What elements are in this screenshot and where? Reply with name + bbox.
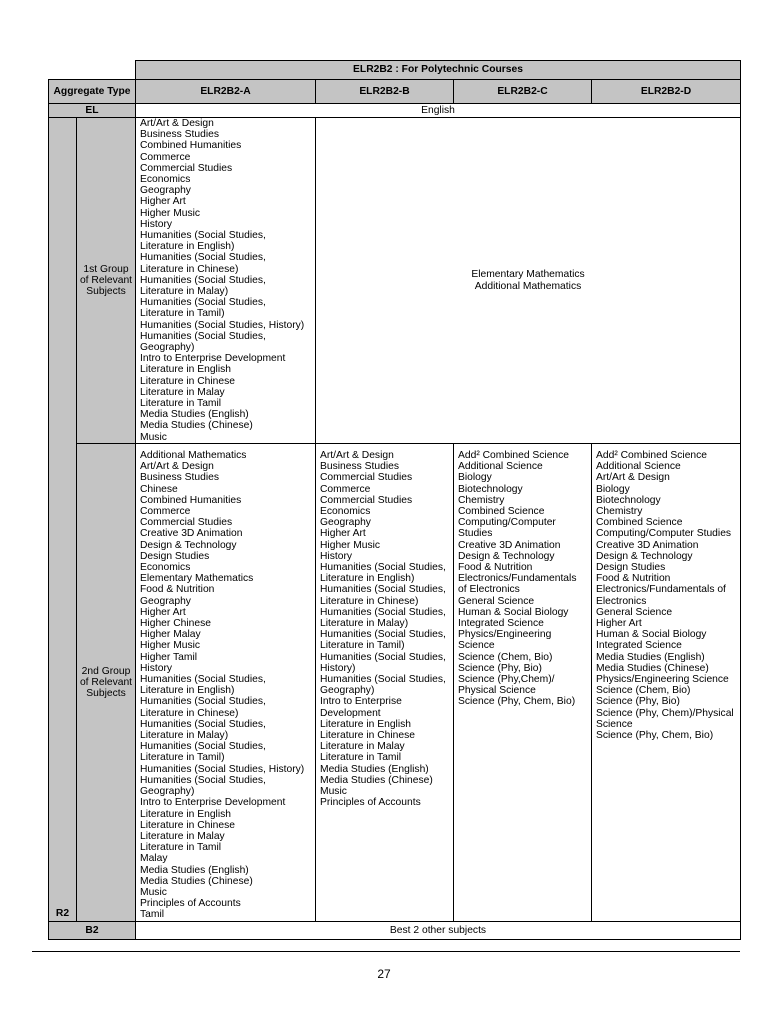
column-header-d: ELR2B2-D <box>592 80 741 104</box>
subject-item: Commercial Studies <box>140 162 233 174</box>
subject-item: Computing/Computer Studies <box>596 528 732 540</box>
subject-item: Biotechnology <box>596 494 661 506</box>
subject-item: Geography <box>140 595 191 607</box>
subject-item: History <box>140 218 173 230</box>
footer-rule <box>32 951 740 952</box>
subject-item: History <box>140 662 173 674</box>
subject-item: Geography <box>140 185 191 197</box>
subject-item: Integrated Science <box>458 618 544 630</box>
subject-item: Electronics/Fundamentals of Electronics <box>458 573 577 596</box>
subject-item: Media Studies (Chinese) <box>320 774 433 786</box>
subject-item: Creative 3D Animation <box>458 539 561 551</box>
subject-item: Literature in Chinese <box>140 819 236 831</box>
subject-item: Additional Mathematics <box>140 450 247 461</box>
subject-item: Art/Art & Design <box>320 450 394 461</box>
subject-item: Commercial Studies <box>320 494 413 506</box>
r2-group2-row <box>49 444 741 922</box>
group2-col-b-cell <box>316 444 454 922</box>
subject-item: Integrated Science <box>596 640 682 652</box>
group1-label: 1st Group of Relevant Subjects <box>77 118 136 444</box>
el-label: EL <box>49 104 136 118</box>
subject-item: Geography <box>320 517 371 529</box>
subject-item: Humanities (Social Studies, Geography) <box>140 774 266 798</box>
subject-item: Intro to Enterprise Development <box>320 696 402 719</box>
group2-col-b-list <box>320 450 449 809</box>
column-header-row <box>49 80 741 104</box>
subject-item: Media Studies (Chinese) <box>596 662 709 674</box>
table-title: ELR2B2 : For Polytechnic Courses <box>136 61 741 80</box>
subject-item: Humanities (Social Studies, Literature in Malay) <box>140 274 266 298</box>
subject-item: Higher Music <box>140 640 201 652</box>
subject-item: Business Studies <box>140 472 219 484</box>
subject-item: Combined Humanities <box>140 494 242 506</box>
b2-value: Best 2 other subjects <box>136 922 741 940</box>
subject-item: Literature in English <box>320 718 412 730</box>
subject-item: Higher Art <box>140 606 186 618</box>
subject-item: Combined Science <box>458 506 545 518</box>
subject-item: Food & Nutrition <box>458 562 533 574</box>
subject-item: Science (Phy,Chem)/ Physical Science <box>458 674 555 697</box>
subject-item: Commerce <box>140 506 191 518</box>
group2-col-c-cell <box>454 444 592 922</box>
subject-item: Add² Combined Science <box>458 450 570 461</box>
subject-item: Design & Technology <box>458 550 555 562</box>
subject-item: Art/Art & Design <box>140 461 214 473</box>
subject-item: Art/Art & Design <box>140 118 214 129</box>
group1-col-bcd-cell <box>316 118 741 444</box>
polytechnic-courses-table <box>48 60 741 940</box>
subject-item: Higher Art <box>320 528 366 540</box>
subject-item: Elementary Mathematics <box>471 269 585 281</box>
subject-item: Humanities (Social Studies, Literature in Chinese) <box>140 252 266 275</box>
subject-item: Science (Chem, Bio) <box>596 685 691 697</box>
empty-corner-cell <box>49 61 136 80</box>
subject-item: Music <box>320 786 347 798</box>
subject-item: Humanities (Social Studies, Literature in Tamil) <box>140 741 266 764</box>
subject-item: Music <box>140 431 167 443</box>
r2-group1-row <box>49 118 741 444</box>
subject-item: Economics <box>320 506 371 518</box>
b2-label: B2 <box>49 922 136 940</box>
subject-item: Commerce <box>320 483 371 495</box>
table-title-row <box>49 61 741 80</box>
subject-item: Combined Humanities <box>140 140 242 152</box>
subject-item: Design Studies <box>140 550 210 562</box>
subject-item: Humanities (Social Studies, History) <box>140 763 305 775</box>
subject-item: Computing/Computer Studies <box>458 517 556 540</box>
subject-item: Literature in Chinese <box>320 730 416 742</box>
subject-item: Principles of Accounts <box>320 797 421 809</box>
subject-item: Art/Art & Design <box>596 472 670 484</box>
subject-item: Literature in Malay <box>140 386 225 398</box>
subject-item: Science (Phy, Bio) <box>458 662 542 674</box>
group2-col-a-cell <box>136 444 316 922</box>
subject-item: Additional Mathematics <box>474 280 582 292</box>
subject-item: Economics <box>140 174 191 186</box>
subject-item: Food & Nutrition <box>596 573 671 585</box>
subject-item: Commercial Studies <box>320 472 413 484</box>
subject-item: Design & Technology <box>596 550 693 562</box>
subject-item: Higher Art <box>596 618 642 630</box>
subject-item: Human & Social Biology <box>596 629 707 641</box>
subject-item: Humanities (Social Studies, Literature in English) <box>140 230 266 253</box>
subject-item: Food & Nutrition <box>140 584 215 596</box>
subject-item: Combined Science <box>596 517 683 529</box>
r2-label: R2 <box>49 118 77 922</box>
subject-item: Commercial Studies <box>140 517 233 529</box>
aggregate-type-header: Aggregate Type <box>49 80 136 104</box>
subject-item: Human & Social Biology <box>458 606 569 618</box>
subject-item: Humanities (Social Studies, Geography) <box>140 330 266 354</box>
subject-item: General Science <box>458 595 535 607</box>
subject-item: Business Studies <box>320 461 399 473</box>
el-value: English <box>136 104 741 118</box>
subject-item: Biotechnology <box>458 483 523 495</box>
subject-item: Literature in English <box>140 364 232 376</box>
subject-item: Media Studies (English) <box>140 864 249 876</box>
column-header-b: ELR2B2-B <box>316 80 454 104</box>
subject-item: Science (Phy, Chem, Bio) <box>458 696 576 708</box>
subject-item: Higher Music <box>320 539 381 551</box>
group2-label: 2nd Group of Relevant Subjects <box>77 444 136 922</box>
subject-item: Media Studies (Chinese) <box>140 875 253 887</box>
subject-item: Literature in Chinese <box>140 375 236 387</box>
subject-item: Physics/Engineering Science <box>458 629 552 652</box>
group1-col-bcd-list <box>320 269 736 291</box>
subject-item: Media Studies (Chinese) <box>140 420 253 432</box>
subject-item: Literature in English <box>140 808 232 820</box>
subject-item: Literature in Tamil <box>320 752 402 764</box>
subject-item: Humanities (Social Studies, Literature in Tamil) <box>320 629 446 652</box>
group2-col-d-cell <box>592 444 741 922</box>
subject-item: Electronics/Fundamentals of Electronics <box>596 584 726 607</box>
subject-item: Creative 3D Animation <box>596 539 699 551</box>
subject-item: Additional Science <box>596 461 681 473</box>
subject-item: Add² Combined Science <box>596 450 708 461</box>
subject-item: Intro to Enterprise Development <box>140 353 286 365</box>
subject-item: Commerce <box>140 151 191 163</box>
subject-item: Humanities (Social Studies, Geography) <box>320 674 446 697</box>
subject-item: Business Studies <box>140 129 219 141</box>
subject-item: Humanities (Social Studies, Literature in Malay) <box>140 718 266 742</box>
subject-item: Creative 3D Animation <box>140 528 243 540</box>
subject-item: Design Studies <box>596 562 666 574</box>
subject-item: Media Studies (English) <box>596 651 705 663</box>
subject-item: Chinese <box>140 483 178 495</box>
b2-row <box>49 922 741 940</box>
subject-item: Humanities (Social Studies, Literature in English) <box>140 674 266 697</box>
subject-item: Higher Art <box>140 196 186 208</box>
subject-item: Tamil <box>140 909 165 921</box>
subject-item: Literature in Tamil <box>140 842 222 854</box>
subject-item: Science (Phy, Chem, Bio) <box>596 730 714 742</box>
subject-item: Humanities (Social Studies, History) <box>320 651 446 674</box>
subject-item: Higher Malay <box>140 629 201 641</box>
subject-item: Additional Science <box>458 461 543 473</box>
subject-item: Humanities (Social Studies, Literature in Chinese) <box>140 696 266 719</box>
subject-item: Higher Tamil <box>140 651 198 663</box>
subject-item: Science (Chem, Bio) <box>458 651 553 663</box>
column-header-c: ELR2B2-C <box>454 80 592 104</box>
subject-item: Biology <box>596 483 630 495</box>
subject-item: Intro to Enterprise Development <box>140 797 286 809</box>
subject-item: Literature in Malay <box>320 741 405 753</box>
subject-item: Literature in Malay <box>140 830 225 842</box>
subject-item: Economics <box>140 562 191 574</box>
subject-item: Physics/Engineering Science <box>596 674 729 686</box>
subject-item: Malay <box>140 853 168 865</box>
group2-col-c-list <box>458 450 587 708</box>
subject-item: Chemistry <box>458 494 505 506</box>
subject-item: Science (Phy, Bio) <box>596 696 680 708</box>
subject-item: Elementary Mathematics <box>140 573 254 585</box>
subject-item: Media Studies (English) <box>140 409 249 421</box>
subject-item: General Science <box>596 606 673 618</box>
column-header-a: ELR2B2-A <box>136 80 316 104</box>
subject-item: Literature in Tamil <box>140 398 222 410</box>
subject-item: Media Studies (English) <box>320 763 429 775</box>
subject-item: Humanities (Social Studies, Literature in Tamil) <box>140 297 266 320</box>
subject-item: Principles of Accounts <box>140 898 241 910</box>
subject-item: Humanities (Social Studies, Literature in Chinese) <box>320 584 446 607</box>
subject-item: Humanities (Social Studies, Literature in Malay) <box>320 606 446 630</box>
subject-item: Chemistry <box>596 506 643 518</box>
subject-item: Higher Music <box>140 207 201 219</box>
subject-item: Science (Phy, Chem)/Physical Science <box>596 707 734 730</box>
subject-item: Higher Chinese <box>140 618 211 630</box>
subject-item: Humanities (Social Studies, History) <box>140 319 305 331</box>
subject-item: History <box>320 550 353 562</box>
group1-col-a-list <box>140 118 311 443</box>
subject-item: Design & Technology <box>140 539 237 551</box>
subject-item: Humanities (Social Studies, Literature in English) <box>320 562 446 585</box>
subject-item: Biology <box>458 472 492 484</box>
subject-item: Music <box>140 886 167 898</box>
group1-col-a-cell <box>136 118 316 444</box>
page-number: 27 <box>377 967 391 981</box>
el-row <box>49 104 741 118</box>
group2-col-d-list <box>596 450 736 741</box>
group2-col-a-list <box>140 450 311 921</box>
